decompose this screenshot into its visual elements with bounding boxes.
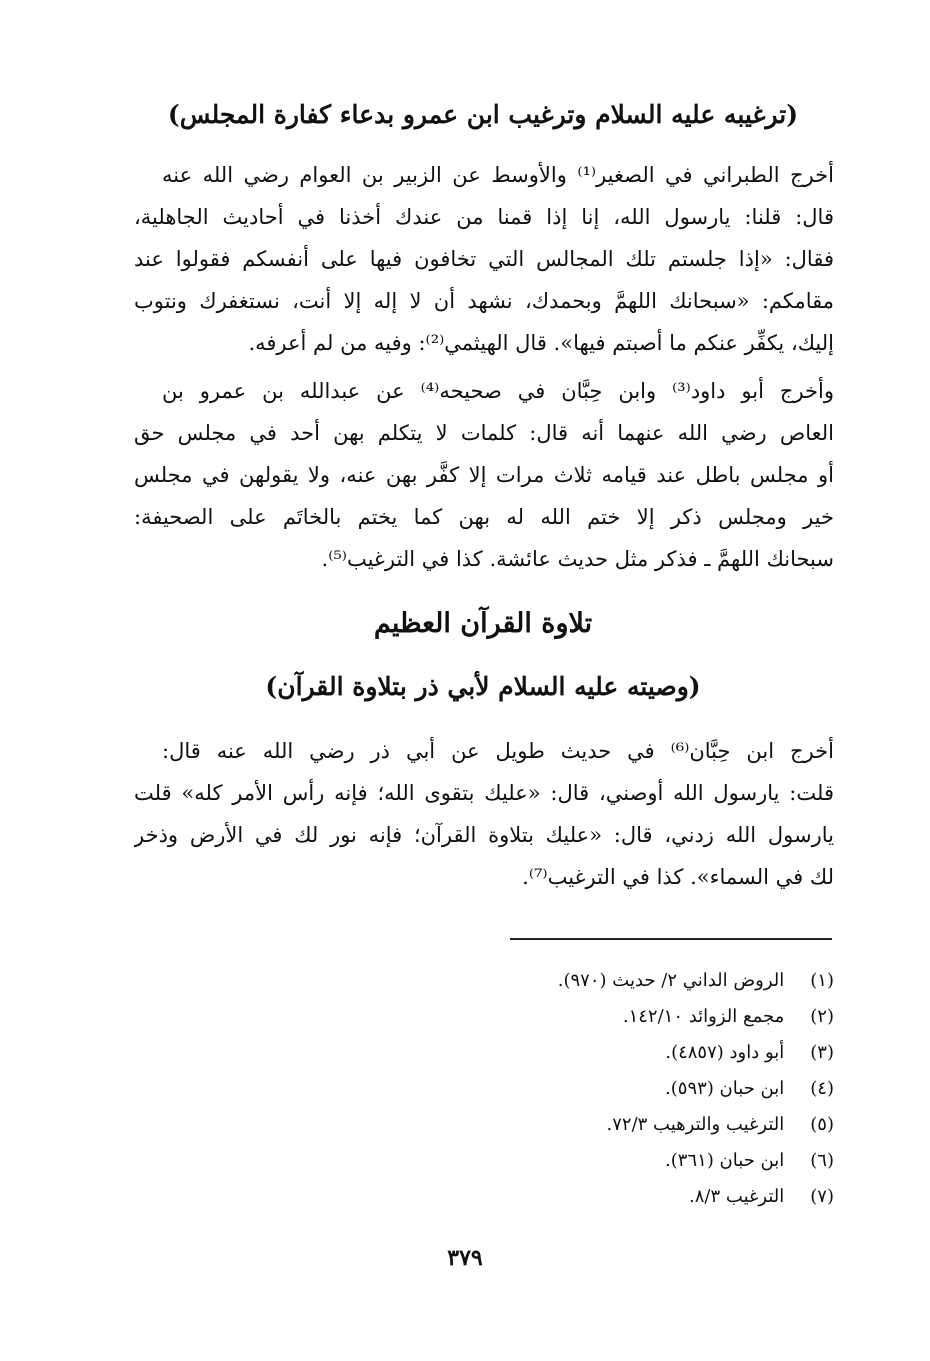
footnote-5 [234, 1108, 834, 1142]
footnote-text: الترغيب ٨/٣. [689, 1186, 785, 1207]
text-line: أخرج ابن حِبَّان⁽⁶⁾ في حديث طويل عن أبي ذر رضي الله عنه قال: [162, 739, 834, 763]
footnote-number: (٦) [810, 1150, 834, 1171]
footnote-text: الترغيب والترهيب ٧٢/٣. [606, 1114, 785, 1135]
footnote-number: (٧) [810, 1186, 834, 1207]
text-line: يارسول الله زدني، قال: «عليك بتلاوة القرآن؛ فإنه نور لك في الأرض وذخر [134, 823, 834, 847]
section-heading-majlis: (ترغيبه عليه السلام وترغيب ابن عمرو بدعاء كفارة المجلس) [167, 100, 799, 129]
chapter-heading-quran: تلاوة القرآن العظيم [373, 608, 593, 639]
footnote-number: (٥) [810, 1114, 834, 1135]
text-line: أو مجلس باطل عند قيامه ثلاث مرات إلا كفَّر بهن عنه، ولا يقولهن في مجلس [134, 463, 834, 487]
text-line: إليك، يكفِّر عنكم ما أصبتم فيها». قال الهيثمي⁽²⁾: وفيه من لم أعرفه. [248, 331, 834, 355]
footnote-divider [510, 938, 832, 940]
text-line: مقامكم: «سبحانك اللهمَّ وبحمدك، نشهد أن لا إله إلا أنت، نستغفرك ونتوب [134, 289, 834, 313]
footnote-text: أبو داود (٤٨٥٧). [665, 1042, 785, 1063]
footnote-text: مجمع الزوائد ١٤٢/١٠. [622, 1006, 785, 1027]
footnote-text: ابن حبان (٣٦١). [665, 1150, 785, 1171]
text-line: خير ومجلس ذكر إلا ختم الله له بهن كما يختم بالخاتَم على الصحيفة: [134, 505, 834, 529]
text-line: العاص رضي الله عنهما أنه قال: كلمات لا يتكلم بهن أحد في مجلس حق [134, 421, 834, 445]
text-line: أخرج الطبراني في الصغير⁽¹⁾ والأوسط عن الزبير بن العوام رضي الله عنه [162, 163, 834, 187]
text-line: لك في السماء». كذا في الترغيب⁽⁷⁾. [522, 865, 834, 889]
footnote-number: (١) [810, 970, 834, 991]
page-number: ٣٧٩ [447, 1245, 483, 1271]
footnote-number: (٢) [810, 1006, 834, 1027]
footnote-number: (٣) [810, 1042, 834, 1063]
footnote-text: الروض الداني ٢/ حديث (٩٧٠). [557, 970, 785, 991]
footnote-1 [234, 964, 834, 998]
section-heading-abu-dhar: (وصيته عليه السلام لأبي ذر بتلاوة القرآن) [265, 672, 701, 701]
footnote-4 [234, 1072, 834, 1106]
text-line: وأخرج أبو داود⁽³⁾ وابن حِبَّان في صحيحه⁽⁴⁾ عن عبدالله بن عمرو بن [162, 379, 834, 403]
footnote-7 [234, 1180, 834, 1214]
text-line: قلت: يارسول الله أوصني، قال: «عليك بتقوى الله؛ فإنه رأس الأمر كله» قلت [134, 781, 834, 805]
footnote-text: ابن حبان (٥٩٣). [665, 1078, 785, 1099]
footnote-2 [234, 1000, 834, 1034]
footnote-number: (٤) [810, 1078, 834, 1099]
text-line: قال: قلنا: يارسول الله، إنا إذا قمنا من عندك أخذنا في أحاديث الجاهلية، [134, 205, 834, 229]
text-line: فقال: «إذا جلستم تلك المجالس التي تخافون فيها على أنفسكم فقولوا عند [134, 247, 834, 271]
footnote-6 [234, 1144, 834, 1178]
footnote-3 [234, 1036, 834, 1070]
text-line: سبحانك اللهمَّ ـ فذكر مثل حديث عائشة. كذا في الترغيب⁽⁵⁾. [321, 547, 834, 571]
